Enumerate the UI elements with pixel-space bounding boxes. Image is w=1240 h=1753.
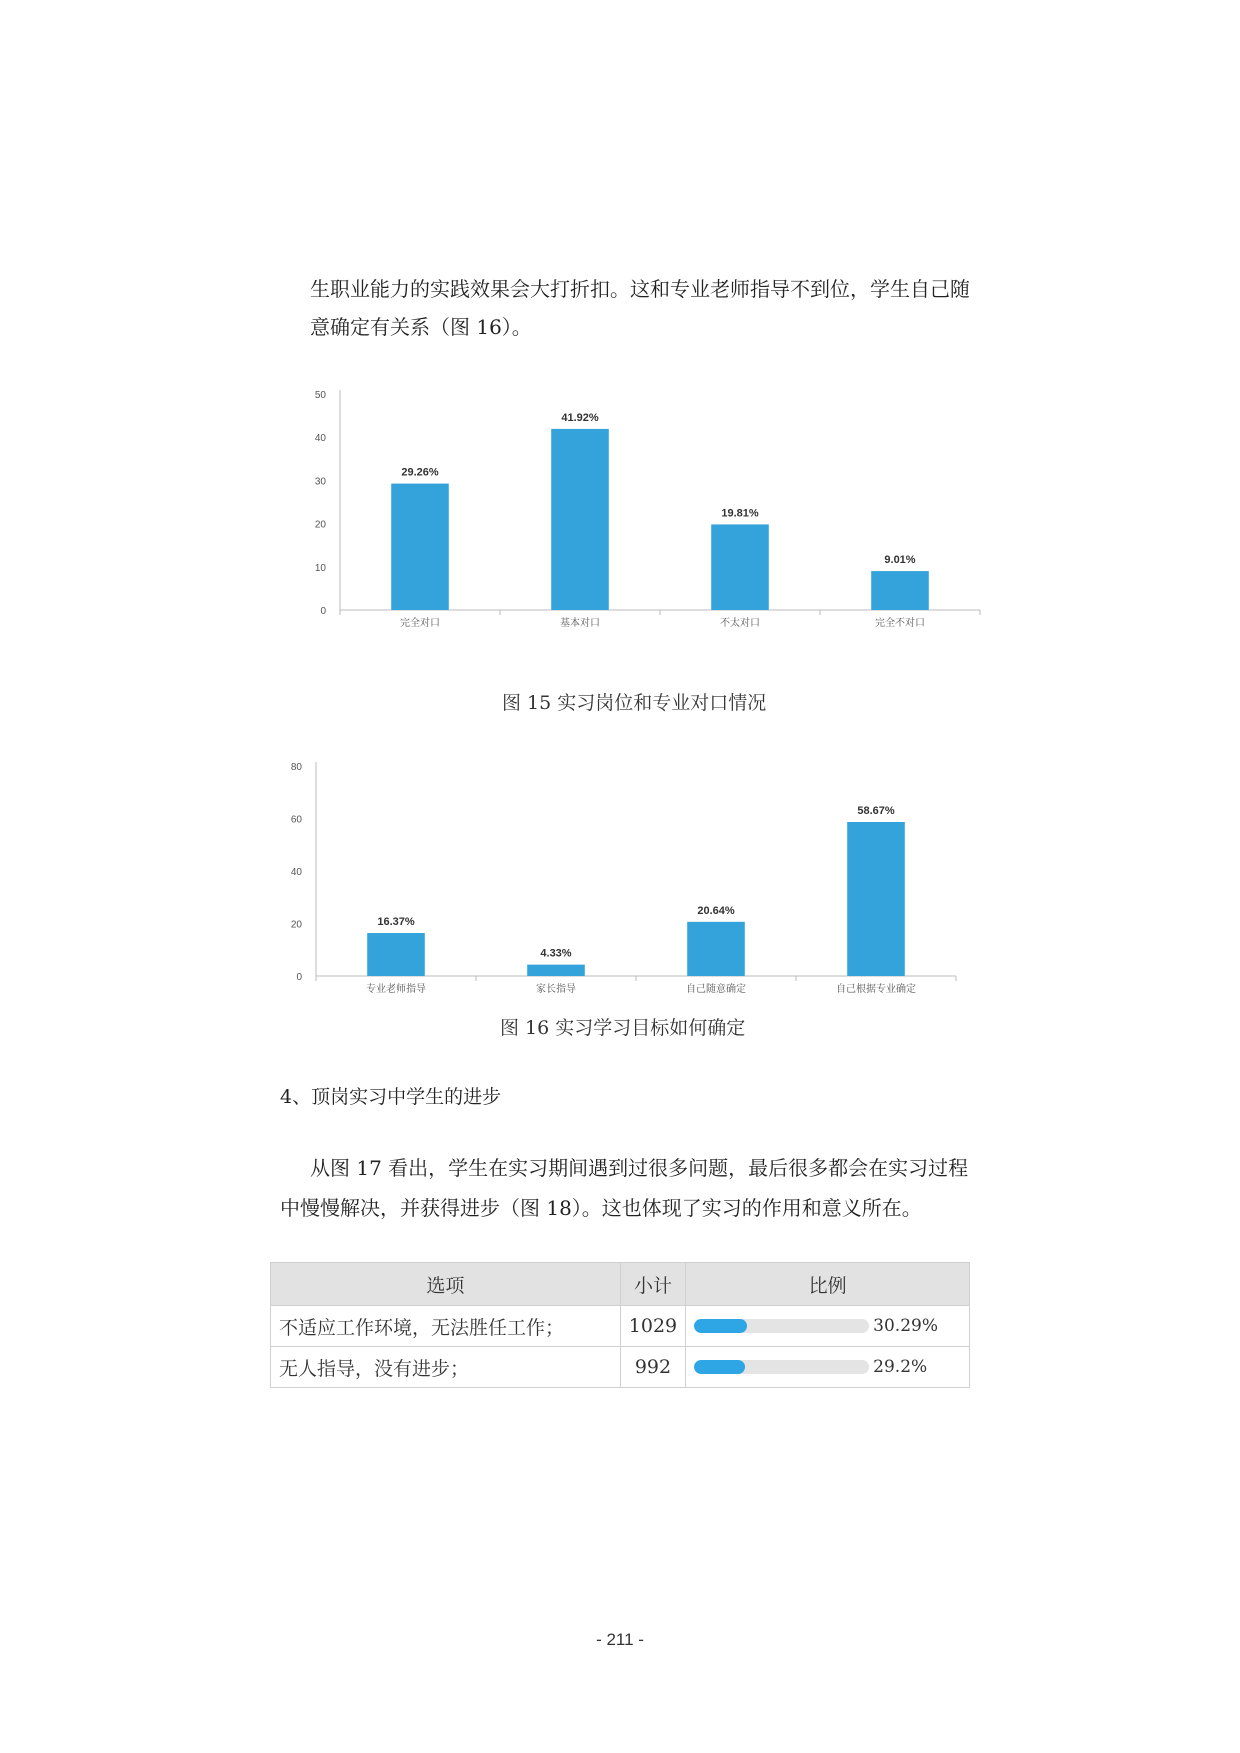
y-tick-label: 20 [290, 919, 302, 931]
y-tick-label: 20 [314, 519, 326, 531]
data-label: 20.64% [697, 904, 735, 917]
y-tick-label: 40 [290, 867, 302, 878]
bar [551, 429, 609, 610]
x-tick-label: 自己随意确定 [686, 984, 746, 995]
bar [391, 484, 449, 610]
header-option: 选项 [271, 1263, 621, 1306]
bar [711, 524, 769, 610]
data-label: 16.37% [377, 916, 415, 929]
progress-track [694, 1319, 869, 1333]
x-tick-label: 专业老师指导 [366, 984, 426, 995]
y-tick-label: 50 [314, 390, 326, 401]
table-row [271, 1306, 970, 1347]
data-label: 4.33% [540, 947, 572, 960]
figure-15-caption: 图 15 实习岗位和专业对口情况 [502, 692, 767, 714]
bar [527, 965, 585, 976]
row-option: 不适应工作环境，无法胜任工作； [271, 1306, 621, 1347]
figure-15-chart [300, 380, 1000, 640]
row-ratio-label: 30.29% [873, 1316, 938, 1336]
table-row [271, 1347, 970, 1388]
data-label: 41.92% [561, 411, 599, 424]
section-paragraph [280, 1148, 970, 1228]
x-tick-label: 家长指导 [536, 984, 576, 995]
section-line-2: 中慢慢解决，并获得进步（图 18）。这也体现了实习的作用和意义所在。 [280, 1196, 922, 1220]
survey-table [270, 1262, 970, 1388]
y-tick-label: 30 [314, 476, 326, 488]
bar [847, 822, 905, 976]
data-label: 29.26% [401, 466, 439, 479]
row-count: 992 [620, 1347, 685, 1388]
data-label: 19.81% [721, 507, 759, 520]
y-tick-label: 80 [290, 762, 302, 773]
section-line-1: 从图 17 看出，学生在实习期间遇到过很多问题，最后很多都会在实习过程 [310, 1156, 969, 1180]
row-count: 1029 [620, 1306, 685, 1347]
figure-16-caption: 图 16 实习学习目标如何确定 [500, 1017, 746, 1039]
bar [871, 571, 929, 610]
y-tick-label: 10 [314, 562, 326, 574]
x-tick-label: 基本对口 [560, 618, 600, 629]
intro-paragraph [310, 270, 970, 346]
x-tick-label: 自己根据专业确定 [836, 984, 916, 995]
x-tick-label: 不太对口 [720, 618, 760, 629]
y-tick-label: 60 [290, 814, 302, 826]
intro-line-1: 生职业能力的实践效果会大打折扣。这和专业老师指导不到位，学生自己随 [310, 277, 970, 301]
bar [367, 933, 425, 976]
x-tick-label: 完全对口 [400, 618, 440, 629]
row-ratio-cell [686, 1347, 970, 1388]
figure-15-svg [300, 380, 1000, 640]
progress-fill [694, 1319, 747, 1333]
progress-track [694, 1360, 869, 1374]
header-ratio: 比例 [686, 1263, 970, 1306]
header-count: 小计 [620, 1263, 685, 1306]
progress-fill [694, 1360, 745, 1374]
figure-16-chart [280, 752, 980, 1008]
y-tick-label: 0 [320, 606, 326, 617]
figure-16-svg [280, 752, 980, 1008]
x-tick-label: 完全不对口 [875, 618, 925, 629]
page-number: - 211 - [596, 1630, 644, 1649]
section-heading: 4、顶岗实习中学生的进步 [280, 1086, 502, 1108]
y-tick-label: 40 [314, 433, 326, 445]
y-tick-label: 0 [296, 972, 302, 983]
row-option: 无人指导，没有进步； [271, 1347, 621, 1388]
table-header-row [271, 1263, 970, 1306]
row-ratio-cell [686, 1306, 970, 1347]
bar [687, 922, 745, 976]
row-ratio-label: 29.2% [873, 1357, 928, 1377]
intro-line-2: 意确定有关系（图 16）。 [310, 315, 532, 339]
data-label: 9.01% [884, 554, 916, 567]
data-label: 58.67% [857, 804, 895, 817]
